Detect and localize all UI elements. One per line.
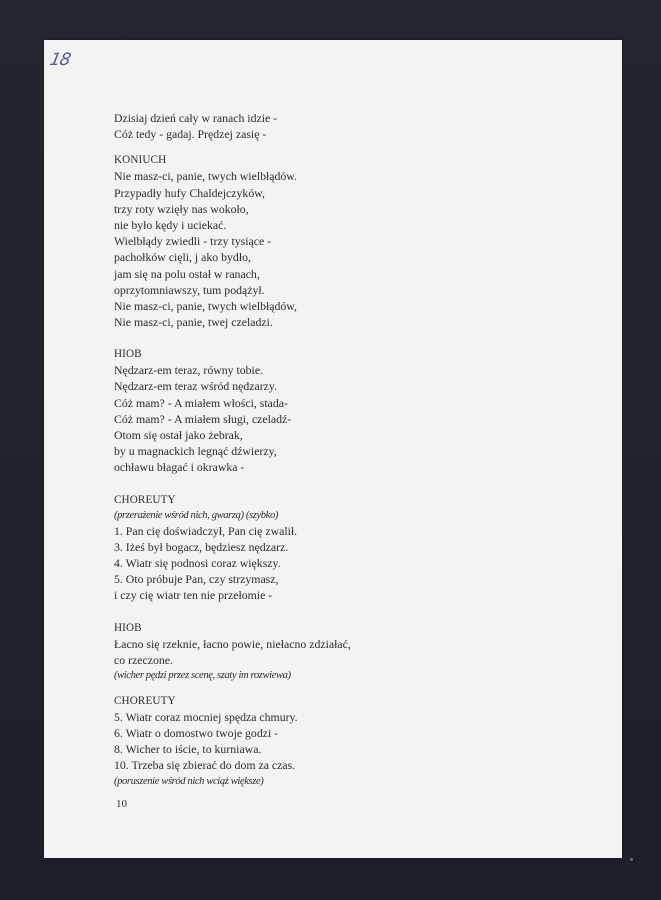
stage-direction: (poruszenie wśród nich wciąż większe) — [114, 775, 264, 787]
text-line: Wielbłądy zwiedli - trzy tysiące - — [114, 234, 272, 249]
speaker-name: HIOB — [114, 348, 142, 361]
speaker-name: HIOB — [114, 621, 142, 634]
text-line: 5. Oto próbuje Pan, czy strzymasz, — [114, 572, 279, 587]
scan-speck — [630, 858, 633, 861]
handwritten-page-annotation: 18 — [47, 50, 72, 70]
text-line: Nie masz-ci, panie, twych wielbłądów, — [114, 298, 298, 313]
text-line: 1. Pan cię doświadczył, Pan cię zwalił. — [114, 523, 298, 538]
text-line: trzy roty wzięły nas wokoło, — [114, 201, 249, 216]
text-line: Dzisiaj dzień cały w ranach idzie - — [114, 111, 278, 125]
page-number: 10 — [116, 798, 127, 810]
speaker-name: CHOREUTY — [114, 493, 176, 506]
stage-direction: (wicher pędzi przez scenę, szaty im rozwiewa) — [114, 669, 291, 681]
stage-direction: (przerażenie wśród nich, gwarzą) (szybko) — [114, 509, 278, 521]
text-line: Nędzarz-em teraz wśród nędzarzy. — [114, 379, 277, 394]
play-text — [114, 110, 574, 789]
text-line: Cóż mam? - A miałem sługi, czeladź- — [114, 411, 292, 426]
text-line: by u magnackich legnąć dźwierzy, — [114, 444, 277, 459]
speaker-name: CHOREUTY — [114, 694, 176, 707]
speaker-name: KONIUCH — [114, 154, 167, 167]
text-line: oprzytomniawszy, tum podążył. — [114, 282, 265, 297]
text-line: Cóż tedy - gadaj. Prędzej zasię - — [114, 127, 267, 142]
text-line: 10. Trzeba się zbierać do dom za czas. — [114, 758, 296, 773]
text-line: nie było kędy i uciekać. — [114, 217, 227, 232]
text-line: 4. Wiatr się podnosi coraz większy. — [114, 555, 281, 570]
text-line: Cóż mam? - A miałem włości, stada- — [114, 395, 288, 410]
text-line: Otom się ostał jako żebrak, — [114, 428, 243, 442]
text-line: 8. Wicher to iście, to kurniawa. — [114, 742, 262, 757]
text-line: Przypadły hufy Chaldejczyków, — [114, 185, 265, 200]
text-line: 3. Iżeś był bogacz, będziesz nędzarz. — [114, 539, 289, 554]
text-line: 6. Wiatr o domostwo twoje godzi - — [114, 726, 279, 741]
text-line: Nie masz-ci, panie, twej czeladzi. — [114, 315, 273, 330]
text-line: i czy cię wiatr ten nie przełomie - — [114, 588, 273, 603]
text-line: jam się na polu ostał w ranach, — [114, 266, 260, 281]
text-line: Łacno się rzeknie, łacno powie, niełacno zdziałać, co rzeczone. — [114, 636, 351, 667]
text-line: Nędzarz-em teraz, równy tobie. — [114, 363, 264, 378]
text-line: pachołków cięli, j ako bydło, — [114, 250, 251, 265]
text-line: Nie masz-ci, panie, twych wielbłądów. — [114, 169, 298, 184]
text-line: ochławu błagać i okrawka - — [114, 460, 245, 475]
manuscript-page — [44, 40, 622, 858]
text-line: 5. Wiatr coraz mocniej spędza chmury. — [114, 709, 298, 724]
